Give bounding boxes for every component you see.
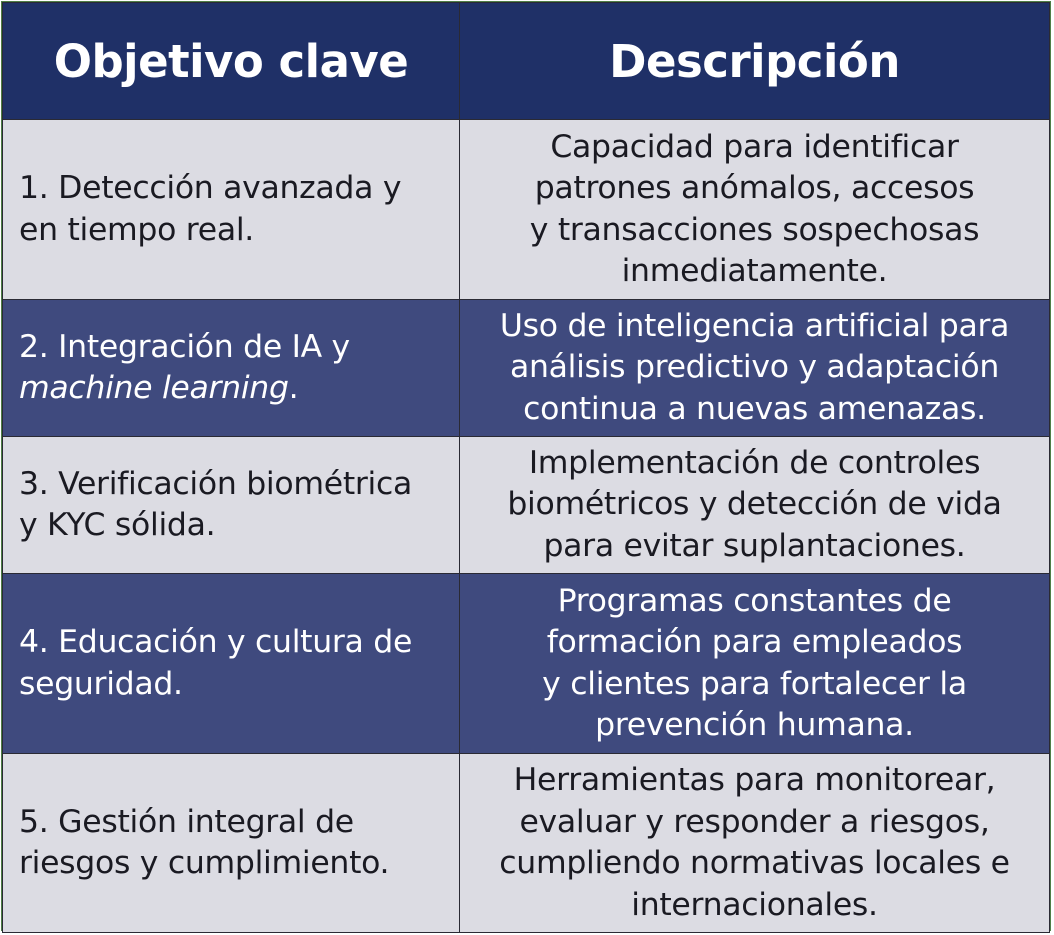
objective-line <box>19 368 449 410</box>
description-line: internacionales. <box>631 886 878 923</box>
column-header-objective: Objetivo clave <box>3 3 460 120</box>
objective-line: seguridad. <box>19 665 183 702</box>
description-cell <box>460 574 1050 754</box>
description-line: cumpliendo normativas locales e <box>499 845 1010 881</box>
description-line: análisis predictivo y adaptación <box>509 349 999 386</box>
objective-line: 3. Verificación biométrica <box>19 465 412 502</box>
description-cell <box>460 754 1050 933</box>
description-cell <box>460 120 1050 300</box>
description-cell <box>460 437 1050 574</box>
objective-line-tail: . <box>288 370 299 406</box>
description-line: Programas constantes de <box>557 582 952 619</box>
description-line: y transacciones sospechosas <box>529 211 980 248</box>
description-line: formación para empleados <box>546 624 963 660</box>
objective-line: 4. Educación y cultura de <box>19 624 413 660</box>
description-line: patrones anómalos, accesos <box>534 170 975 206</box>
objective-italic-term: machine learning <box>19 370 289 406</box>
description-line: Capacidad para identificar <box>550 128 959 165</box>
description-line: Uso de inteligencia artificial para <box>499 307 1010 344</box>
objective-line: 5. Gestión integral de <box>19 803 354 840</box>
table-row <box>3 574 1050 754</box>
column-header-description: Descripción <box>460 3 1050 120</box>
table-row <box>3 120 1050 300</box>
table-header-row <box>3 3 1050 120</box>
description-line: y clientes para fortalecer la <box>542 665 967 702</box>
objective-cell <box>3 120 460 300</box>
description-line: Implementación de controles <box>528 444 981 481</box>
objectives-table-frame <box>1 1 1051 931</box>
table-row <box>3 300 1050 437</box>
objective-line: riesgos y cumplimiento. <box>19 845 390 881</box>
objective-cell <box>3 574 460 754</box>
description-line: evaluar y responder a riesgos, <box>519 803 990 840</box>
description-line: para evitar suplantaciones. <box>543 527 966 564</box>
table-row <box>3 437 1050 574</box>
table-row <box>3 754 1050 933</box>
description-line: continua a nuevas amenazas. <box>523 390 986 427</box>
description-line: biométricos y detección de vida <box>507 486 1002 523</box>
objective-cell <box>3 300 460 437</box>
objective-line: 1. Detección avanzada y <box>19 170 402 206</box>
description-line: Herramientas para monitorear, <box>513 762 996 798</box>
objective-line: en tiempo real. <box>19 211 255 248</box>
objective-line: y KYC sólida. <box>19 507 216 543</box>
description-line: inmediatamente. <box>621 253 888 289</box>
description-line: prevención humana. <box>595 707 914 743</box>
objective-cell <box>3 754 460 933</box>
objective-line: 2. Integración de IA y <box>19 328 350 365</box>
objectives-table <box>2 2 1050 933</box>
objective-cell <box>3 437 460 574</box>
description-cell <box>460 300 1050 437</box>
